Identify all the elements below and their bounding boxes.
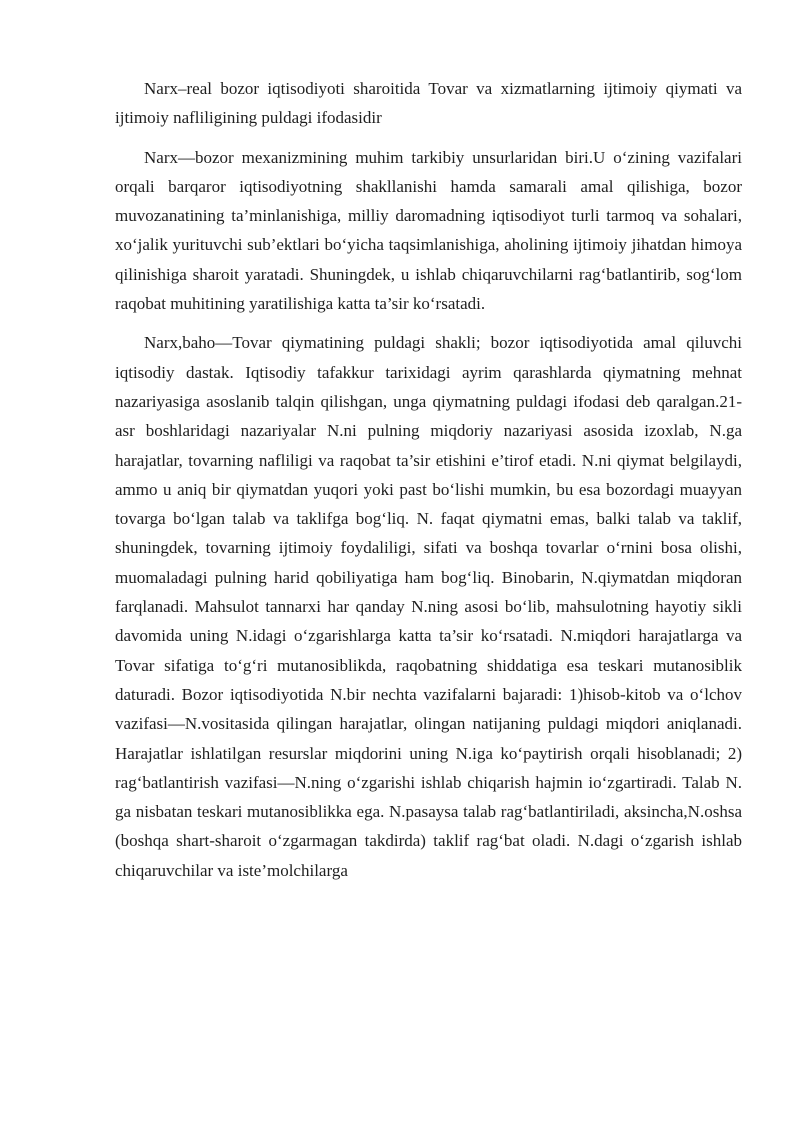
paragraph-price-functions: Narx,baho—Tovar qiymatining puldagi shakli; bozor iqtisodiyotida amal qiluvchi iqtisodiy dastak. Iqtisodiy tafakkur tarixidagi ayrim qarashlarda qiymatning mehnat nazariyasiga asoslanib talqin qilishgan, unga qiymatning puldagi ifodasi deb qaralgan.21-asr boshlaridagi nazariyalar N.ni pulning miqdoriy nazariyasi asosida izoxlab, N.ga harajatlar, tovarning nafliligi va raqobat ta’sir etishini e’tirof etadi. N.ni qiymat belgilaydi, ammo u aniq bir qiymatdan yuqori yoki past bo‘lishi mumkin, bu esa bozordagi muayyan tovarga bo‘lgan talab va taklifga bog‘liq. N. faqat qiymatni emas, balki talab va taklif, shuningdek, tovarning ijtimoiy foydaliligi, sifati va boshqa tovarlar o‘rnini bosa olishi, muomaladagi pulning harid qobiliyatiga ham bog‘liq. Binobarin, N.qiymatdan miqdoran farqlanadi. Mahsulot tannarxi har qanday N.ning asosi bo‘lib, mahsulotning hayotiy sikli davomida uning N.idagi o‘zgarishlarga katta ta’sir ko‘rsatadi. N.miqdori harajatlarga va Tovar sifatiga to‘g‘ri mutanosiblikda, raqobatning shiddatiga esa teskari mutanosiblik daturadi. Bozor iqtisodiyotida N.bir nechta vazifalarni bajaradi: 1)hisob-kitob va o‘lchov vazifasi—N.vositasida qilingan harajatlar, olingan natijaning puldagi miqdori aniqlanadi. Harajatlar ishlatilgan resurslar miqdorini uning N.iga ko‘paytirish orqali hisoblanadi; 2) rag‘batlantirish vazifasi—N.ning o‘zgarishi ishlab chiqarish hajmin io‘zgartiradi. Talab N. ga nisbatan teskari mutanosiblikka ega. N.pasaysa talab rag‘batlantiriladi, aksincha,N.oshsa (boshqa shart-sharoit o‘zgarmagan takdirda) taklif rag‘bat oladi. N.dagi o‘zgarish ishlab chiqaruvchilar va iste’molchilarga (115, 333, 742, 880)
document-body (115, 74, 742, 885)
paragraph-narx-definition: Narx–real bozor iqtisodiyoti sharoitida Tovar va xizmatlarning ijtimoiy qiymati va ijtimoiy nafliligining puldagi ifodasidir (115, 79, 742, 128)
paragraph-market-mechanism: Narx—bozor mexanizmining muhim tarkibiy unsurlaridan biri.U o‘zining vazifalari orqali barqaror iqtisodiyotning shakllanishi hamda samarali amal qilishiga, bozor muvozanatining ta’minlanishiga, milliy daromadning iqtisodiyot turli tarmoq va sohalari, xo‘jalik yurituvchi sub’ektlari bo‘yicha taqsimlanishiga, aholining ijtimoiy jihatdan himoya qilinishiga sharoit yaratadi. Shuningdek, u ishlab chiqaruvchilarni rag‘batlantirib, sog‘lom raqobat muhitining yaratilishiga katta ta’sir ko‘rsatadi. (115, 147, 742, 314)
